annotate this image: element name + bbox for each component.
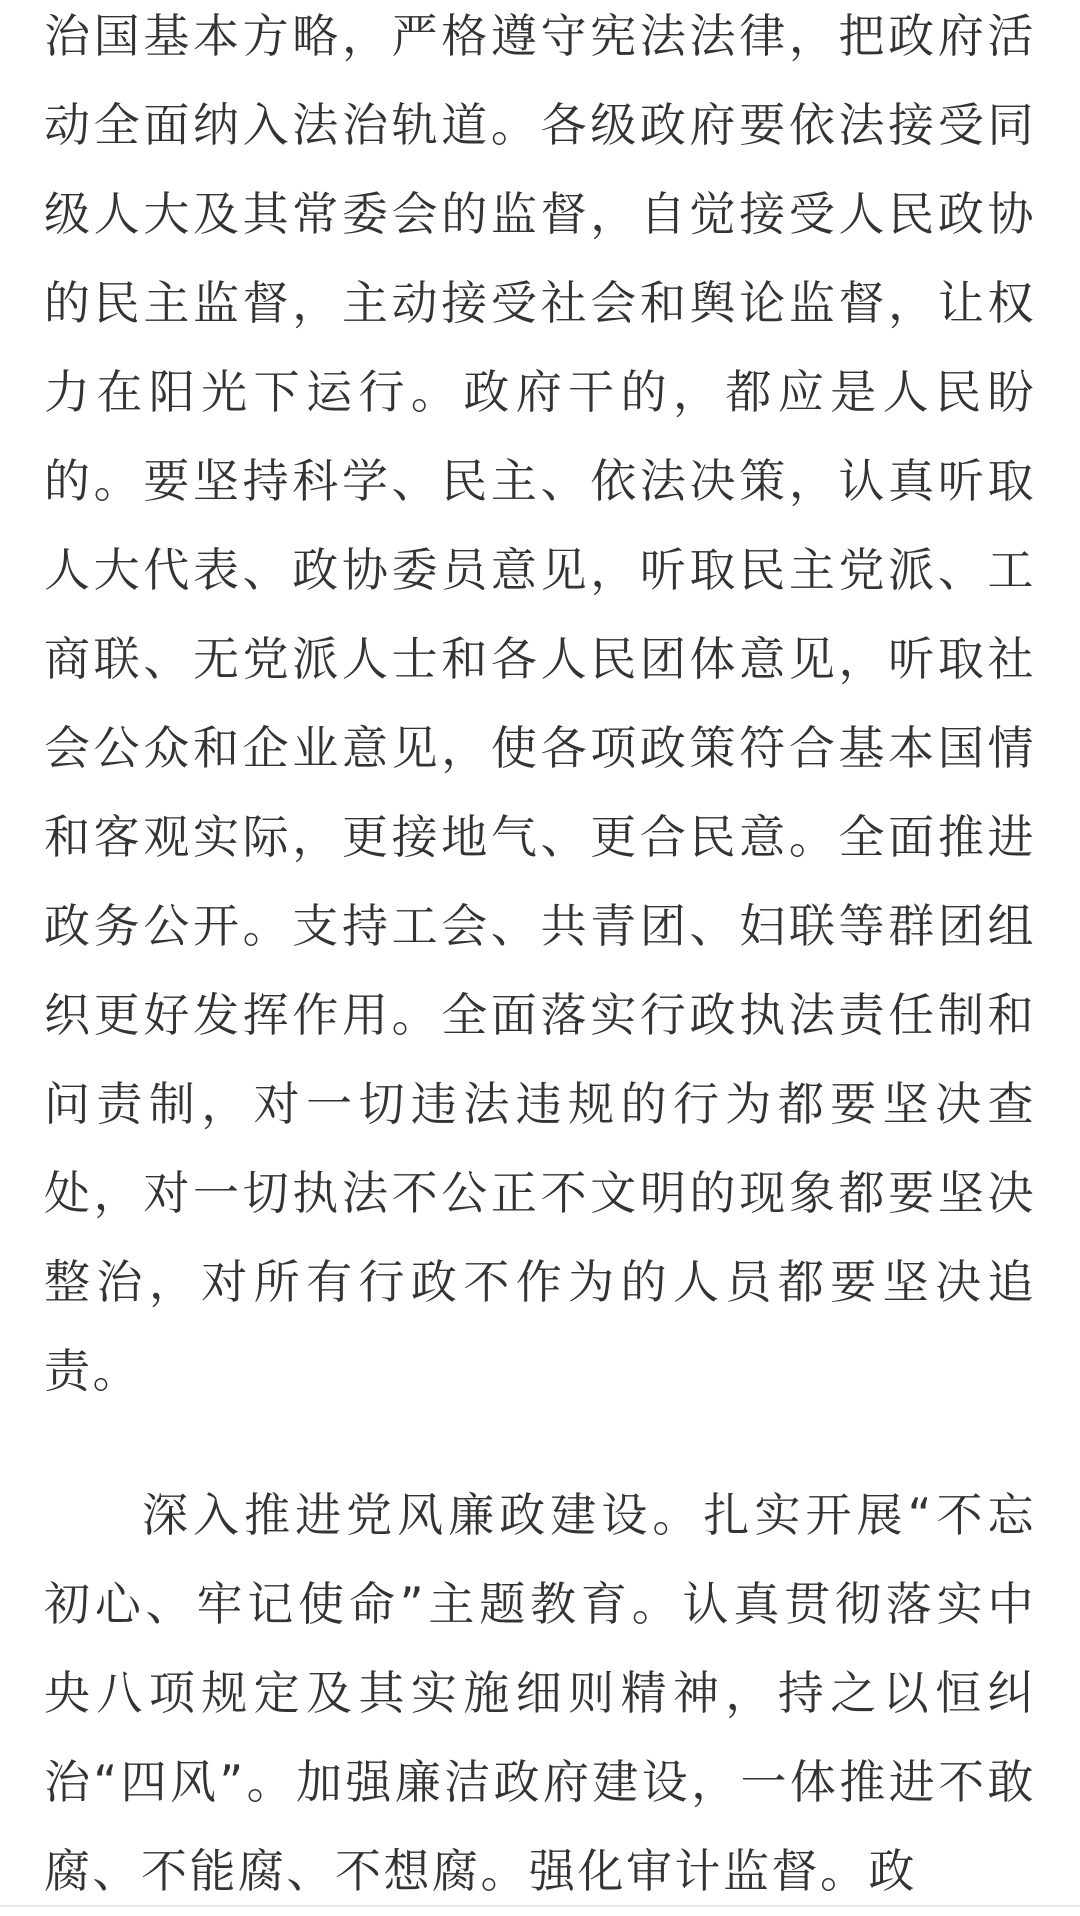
article-body [44, 0, 1036, 1916]
article-paragraph-integrity: 深入推进党风廉政建设。扎实开展“不忘初心、牢记使命”主题教育。认真贯彻落实中央八项规定及其实施细则精神，持之以恒纠治“四风”。加强廉洁政府建设，一体推进不敢腐、不能腐、不想腐。强化审计监督。政 [44, 1488, 1036, 1898]
article-paragraph-rule-of-law: 治国基本方略，严格遵守宪法法律，把政府活动全面纳入法治轨道。各级政府要依法接受同级人大及其常委会的监督，自觉接受人民政协的民主监督，主动接受社会和舆论监督，让权力在阳光下运行。政府干的，都应是人民盼的。要坚持科学、民主、依法决策，认真听取人大代表、政协委员意见，听取民主党派、工商联、无党派人士和各人民团体意见，听取社会公众和企业意见，使各项政策符合基本国情和客观实际，更接地气、更合民意。全面推进政务公开。支持工会、共青团、妇联等群团组织更好发挥作用。全面落实行政执法责任制和问责制，对一切违法违规的行为都要坚决查处，对一切执法不公正不文明的现象都要坚决整治，对所有行政不作为的人员都要坚决追责。 [44, 9, 1036, 1398]
bottom-divider [0, 1905, 1080, 1907]
